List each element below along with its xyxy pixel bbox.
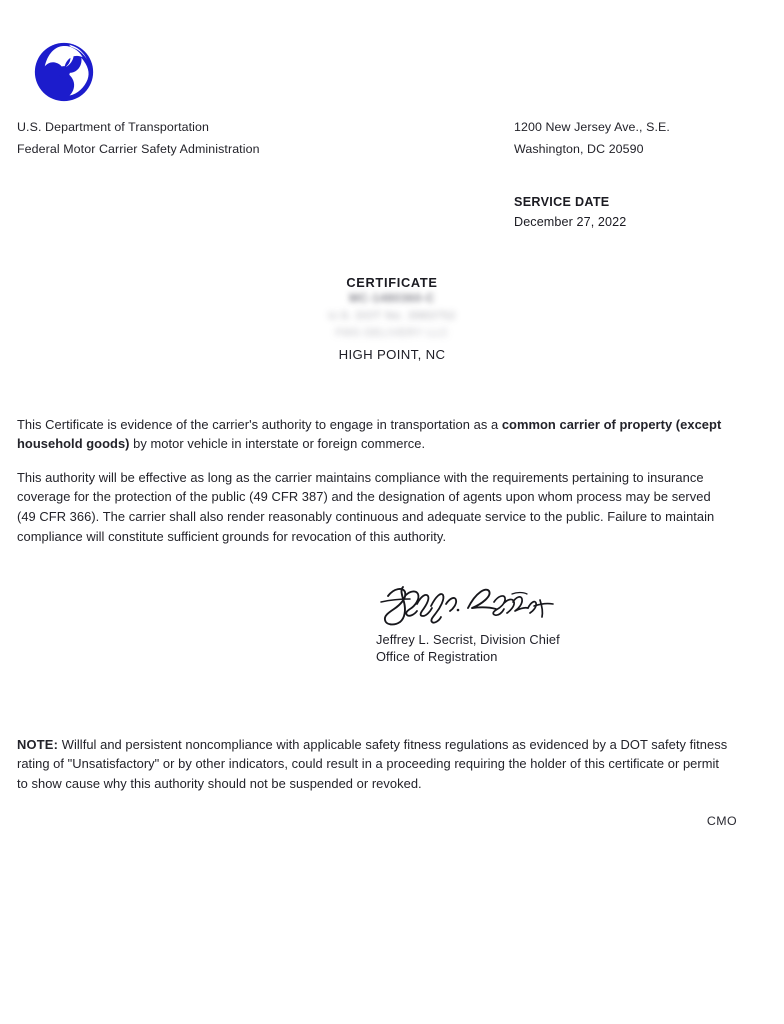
service-date-label: SERVICE DATE bbox=[514, 195, 610, 209]
agency-administration-line: Federal Motor Carrier Safety Administration bbox=[17, 142, 260, 156]
paragraph-authority bbox=[17, 415, 731, 454]
signature-jeffrey-l-secrist bbox=[376, 582, 566, 628]
agency-identification bbox=[17, 116, 260, 160]
redacted-carrier-name: FMS DELIVERY LLC bbox=[335, 327, 449, 339]
certificate-identification-block bbox=[0, 274, 784, 364]
signatory-office: Office of Registration bbox=[376, 649, 498, 664]
address-street-line: 1200 New Jersey Ave., S.E. bbox=[514, 120, 670, 134]
redacted-usdot-number: U.S. DOT No. 3983752 bbox=[328, 310, 456, 322]
note-label: NOTE: bbox=[17, 736, 59, 752]
paragraph-note bbox=[17, 735, 731, 794]
service-date-value: December 27, 2022 bbox=[514, 215, 627, 229]
agency-department-line: U.S. Department of Transportation bbox=[17, 120, 210, 134]
authority-text-lead: This Certificate is evidence of the carrier's authority to engage in transportation as a bbox=[17, 416, 502, 432]
note-text: Willful and persistent noncompliance with applicable safety fitness regulations as evidenced by a DOT safety fitness rating of "Unsatisfactory" or by other indicators, could result in a proceeding requiring the holder of this certificate or permit to show cause why this authority should not be suspended or revoked. bbox=[17, 736, 728, 792]
certificate-title: CERTIFICATE bbox=[346, 275, 438, 290]
address-city-state-zip-line: Washington, DC 20590 bbox=[514, 142, 644, 156]
redacted-docket-number: MC-1480360-C bbox=[349, 293, 435, 305]
signatory-name-title: Jeffrey L. Secrist, Division Chief bbox=[376, 632, 560, 647]
paragraph-effectiveness: This authority will be effective as long as the carrier maintains compliance with the requirements pertaining to insurance coverage for the protection of the public (49 CFR 387) and the designation of agents upon whom process may be served (49 CFR 366). The carrier shall also render reasonably continuous and adequate service to the public. Failure to maintain compliance will constitute sufficient grounds for revocation of this authority. bbox=[17, 469, 715, 544]
agency-address bbox=[514, 116, 670, 160]
authority-text-tail: by motor vehicle in interstate or foreign commerce. bbox=[129, 436, 426, 452]
carrier-city-state: HIGH POINT, NC bbox=[338, 347, 446, 362]
office-code: CMO bbox=[706, 814, 737, 828]
signature-block bbox=[376, 582, 676, 665]
authority-text-bold: common carrier of property (except household goods) bbox=[17, 416, 722, 452]
dot-triskelion-logo bbox=[33, 41, 95, 103]
service-date-block bbox=[514, 192, 626, 232]
